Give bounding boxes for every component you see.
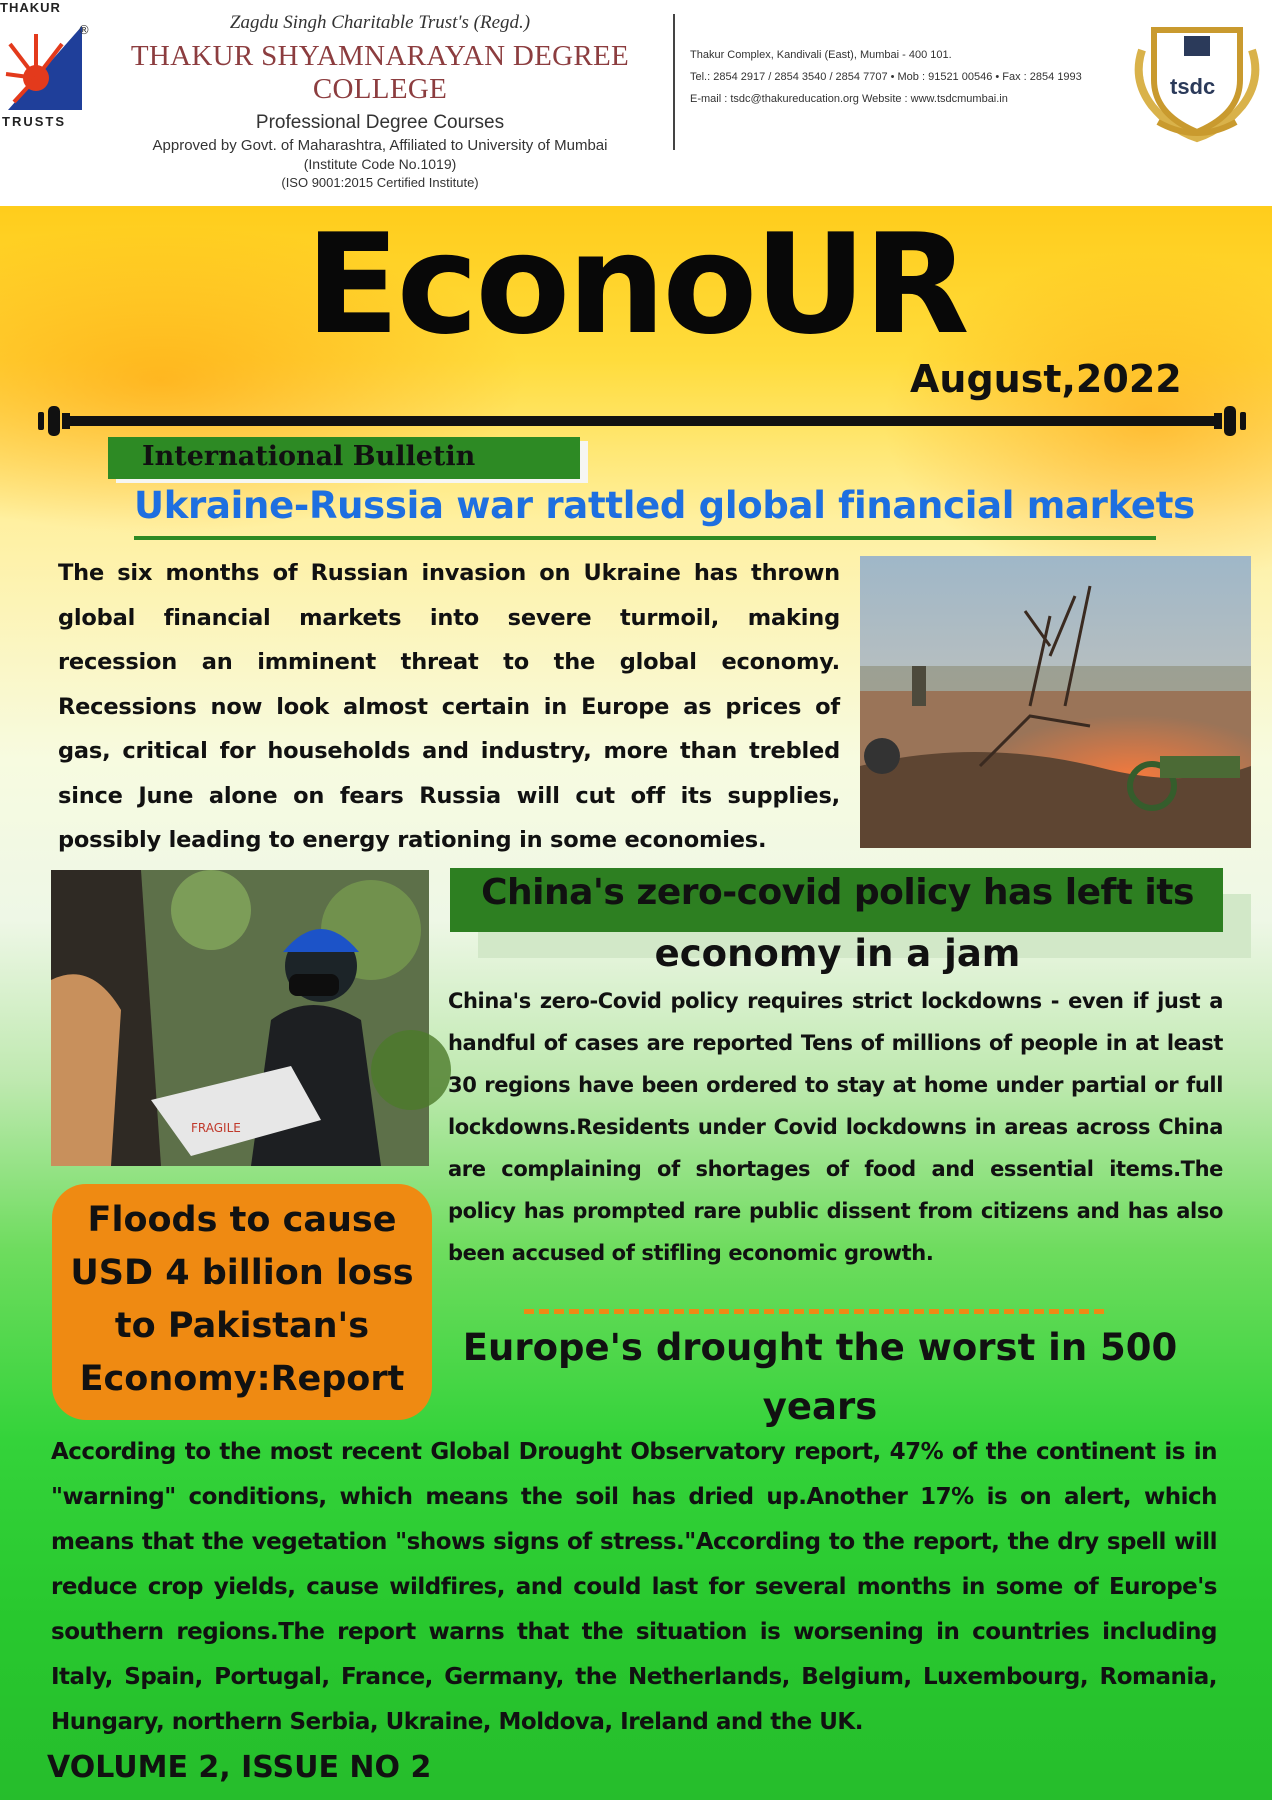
dashed-separator	[524, 1309, 1104, 1314]
approval-line: Approved by Govt. of Maharashtra, Affiliated to University of Mumbai	[152, 137, 608, 154]
box-label: FRAGILE	[191, 1121, 241, 1135]
logo-bottom-text: TRUSTS	[2, 114, 66, 129]
trust-line: Zagdu Singh Charitable Trust's (Regd.)	[229, 12, 531, 33]
volume-issue: VOLUME 2, ISSUE NO 2	[47, 1750, 432, 1785]
china-headline-line2: economy in a jam	[654, 932, 1021, 975]
battlefield-photo	[860, 556, 1251, 848]
europe-headline-line2: years	[762, 1385, 878, 1428]
college-header	[0, 0, 1272, 206]
section-label	[108, 437, 580, 479]
issue-date: August,2022	[910, 357, 1182, 401]
tsdc-crest-logo	[1128, 10, 1266, 146]
logo-top-text: THAKUR	[0, 0, 61, 15]
contact-phones: Tel.: 2854 2917 / 2854 3540 / 2854 7707 • Mob : 91521 00546 • Fax : 2854 1993	[690, 71, 1082, 83]
sunrise-logo-icon	[2, 18, 88, 114]
college-name: THAKUR SHYAMNARAYAN DEGREE COLLEGE	[130, 40, 630, 105]
svg-text:®: ®	[78, 23, 90, 37]
headline-underline	[134, 536, 1156, 540]
contact-address: Thakur Complex, Kandivali (East), Mumbai - 400 101.	[690, 49, 952, 61]
institute-code: (Institute Code No.1019)	[303, 156, 457, 172]
header-divider	[673, 14, 675, 150]
decorative-divider-bar	[38, 404, 1246, 438]
floods-line: Economy:Report	[79, 1359, 405, 1399]
floods-line: USD 4 billion loss	[70, 1253, 414, 1293]
delivery-photo-icon	[51, 870, 429, 1166]
floods-line: Floods to cause	[87, 1200, 397, 1240]
battlefield-photo-icon	[860, 556, 1251, 848]
europe-article-body: According to the most recent Global Drought Observatory report, 47% of the continent is in "warning" conditions, which means the soil has dried up.Another 17% is on alert, which means that the vegetation "shows signs of stress."According to the report, the dry spell will reduce crop yields, cause wildfires, and could last for several months in some of Europe's southern regions.The report warns that the situation is worsening in countries including Italy, Spain, Portugal, France, Germany, the Netherlands, Belgium, Luxembourg, Romania, Hungary, northern Serbia, Ukraine, Moldova, Ireland and the UK.	[51, 1439, 1217, 1735]
newsletter-title: EconoUR	[305, 204, 967, 365]
courses-line: Professional Degree Courses	[255, 112, 505, 133]
college-info	[95, 12, 665, 190]
thakur-trusts-logo	[0, 0, 90, 130]
floods-line: to Pakistan's	[114, 1306, 370, 1346]
crest-text: tsdc	[1170, 74, 1216, 99]
contact-email-web: E-mail : tsdc@thakureducation.org Website : www.tsdcmumbai.in	[690, 93, 1008, 105]
china-article-body: China's zero-Covid policy requires strict lockdowns - even if just a handful of cases are reported Tens of millions of people in at least 30 regions have been ordered to stay at home under partial or full lockdowns.Residents under Covid lockdowns in areas across China are complaining of shortages of food and essential items.The policy has prompted rare public dissent from citizens and has also been accused of stifling economic growth.	[448, 989, 1223, 1265]
contact-info	[690, 44, 1110, 110]
china-headline-line1: China's zero-covid policy has left its	[481, 872, 1194, 913]
section-label-text: International Bulletin	[142, 441, 476, 472]
ukraine-article-body: The six months of Russian invasion on Ukraine has thrown global financial markets into severe turmoil, making recession an imminent threat to the global economy. Recessions now look almost certain in Europe as prices of gas, critical for households and industry, more than trebled since June alone on fears Russia will cut off its supplies, possibly leading to energy rationing in some economies.	[58, 560, 840, 853]
delivery-photo	[51, 870, 429, 1166]
floods-callout-text	[52, 1194, 432, 1406]
iso-certification: (ISO 9001:2015 Certified Institute)	[281, 175, 479, 190]
europe-headline-line1: Europe's drought the worst in 500	[462, 1326, 1178, 1369]
ukraine-headline: Ukraine-Russia war rattled global financial markets	[134, 484, 1195, 527]
